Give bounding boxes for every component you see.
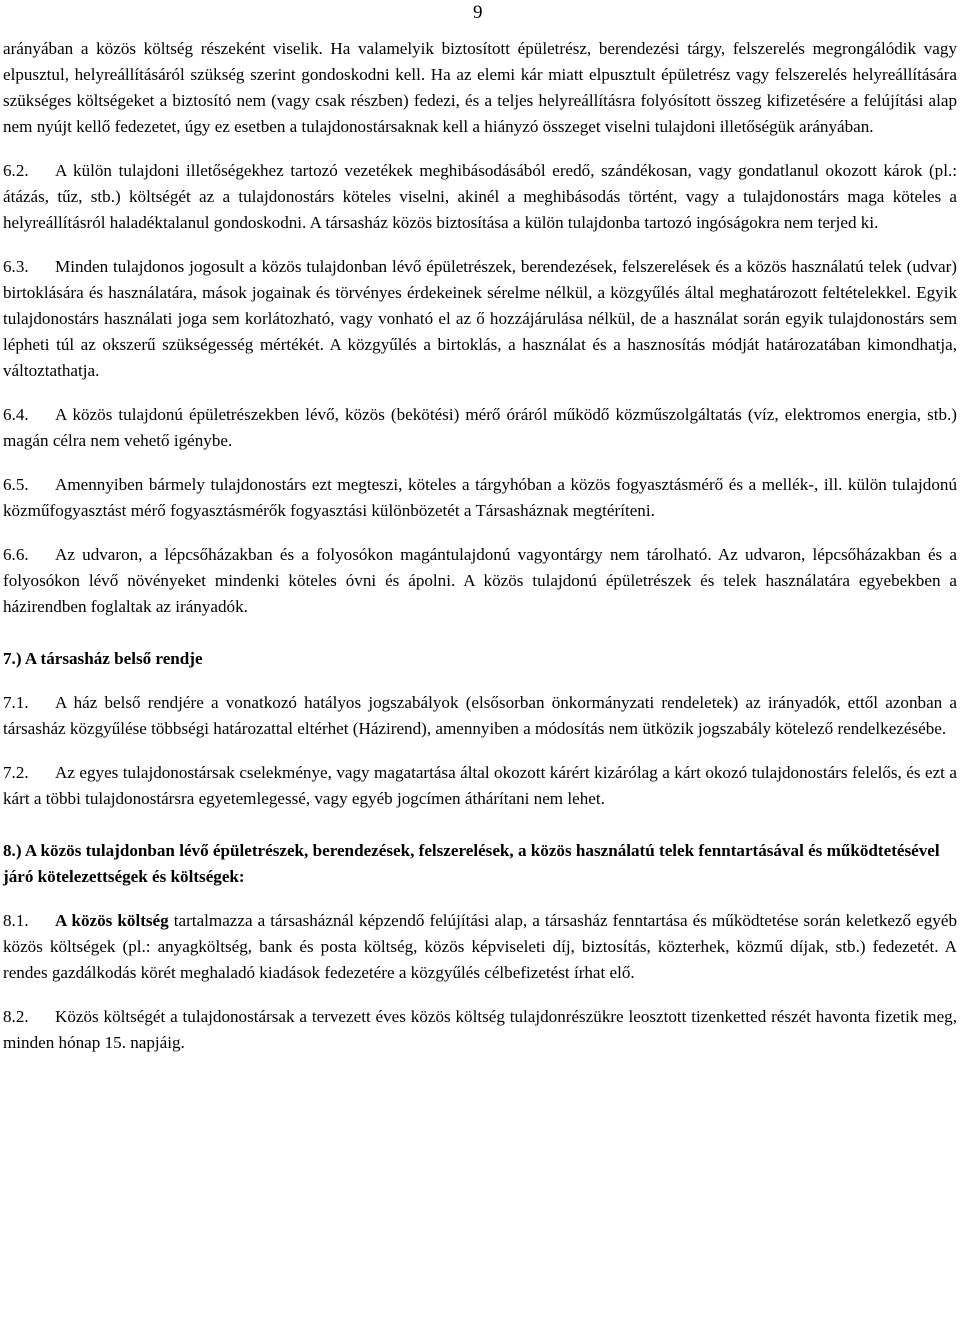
- paragraph-number: 6.5.: [3, 475, 29, 494]
- page-number: 9: [473, 2, 483, 23]
- paragraph-text: tartalmazza a társasháznál képzendő felújítási alap, a társasház fenntartása és működtetése során keletkező egyéb közös költségek (pl.: anyagköltség, bank és posta költség, közös képviseleti díj, biztosítás, közterhek, közmű díjak, stb.) fedezetét. A rendes gazdálkodás körét meghaladó kiadások fedezetére a közgyűlés célbefizetést írhat elő.: [3, 911, 957, 982]
- paragraph-number: 6.3.: [3, 257, 29, 276]
- paragraph-number: 6.2.: [3, 161, 29, 180]
- paragraph-6-4: [3, 402, 957, 454]
- paragraph-7-1: [3, 690, 957, 742]
- paragraph-text: Az udvaron, a lépcsőházakban és a folyosókon magántulajdonú vagyontárgy nem tárolható. Az udvaron, lépcsőházakban és a folyosókon lévő növényeket mindenki köteles óvni és ápolni. A közös tulajdonú épületrészek és telek használatára egyebekben a házirendben foglaltak az irányadók.: [3, 545, 957, 616]
- paragraph-6-3: [3, 254, 957, 384]
- paragraph-text: A ház belső rendjére a vonatkozó hatályos jogszabályok (elsősorban önkormányzati rendeletek) az irányadók, ettől azonban a társasház közgyűlése többségi határozattal eltérhet (Házirend), amennyiben a módosítás nem ütközik jogszabály kötelező rendelkezésébe.: [3, 693, 957, 738]
- paragraph-6-6: [3, 542, 957, 620]
- section-heading-7: 7.) A társasház belső rendje: [3, 649, 203, 668]
- paragraph-8-2: [3, 1004, 957, 1056]
- paragraph-number: 6.6.: [3, 545, 29, 564]
- paragraph-number: 8.2.: [3, 1007, 29, 1026]
- paragraph-bold-term: A közös költség: [55, 911, 169, 930]
- document-body: [3, 36, 957, 1056]
- paragraph-8-1: [3, 908, 957, 986]
- paragraph-7-2: [3, 760, 957, 812]
- paragraph-number: 7.1.: [3, 693, 29, 712]
- section-heading-8: 8.) A közös tulajdonban lévő épületrészek, berendezések, felszerelések, a közös használatú telek fenntartásával és működtetésével járó kötelezettségek és költségek:: [3, 841, 940, 886]
- paragraph-6-2: [3, 158, 957, 236]
- paragraph-text: Az egyes tulajdonostársak cselekménye, vagy magatartása által okozott kárért kizárólag a kárt okozó tulajdonostárs felelős, és ezt a kárt a többi tulajdonostársra egyetemlegessé, vagy egyéb jogcímen áthárítani nem lehet.: [3, 763, 957, 808]
- paragraph-text: Minden tulajdonos jogosult a közös tulajdonban lévő épületrészek, berendezések, felszerelések és a közös használatú telek (udvar) birtoklására és használatára, mások jogainak és törvényes érdekeinek sérelme nélkül, a közgyűlés által meghatározott feltételekkel. Egyik tulajdonostárs használati joga sem korlátozható, vagy vonható el az ő hozzájárulása nélkül, de a használat során egyik tulajdonostárs sem lépheti túl az okszerű szükségesség mértékét. A közgyűlés a birtoklás, a használat és a hasznosítás módját határozatában kimondhatja, változtathatja.: [3, 257, 957, 380]
- paragraph-6-5: [3, 472, 957, 524]
- paragraph-continuation: arányában a közös költség részeként viselik. Ha valamelyik biztosított épületrész, berendezési tárgy, felszerelés megrongálódik vagy elpusztul, helyreállításáról szükség szerint gondoskodni kell. Ha az elemi kár miatt elpusztult épületrész vagy felszerelés helyreállítására szükséges költségeket a biztosító nem (vagy csak részben) fedezi, és a teljes helyreállításra folyósított összeg kifizetésére a felújítási alap nem nyújt kellő fedezetet, úgy ez esetben a tulajdonostársaknak kell a hiányzó összeget viselni tulajdoni illetőségük arányában.: [3, 39, 957, 136]
- paragraph-number: 6.4.: [3, 405, 29, 424]
- paragraph-text: Amennyiben bármely tulajdonostárs ezt megteszi, köteles a tárgyhóban a közös fogyasztásmérő és a mellék-, ill. külön tulajdonú közműfogyasztást mérő fogyasztásmérők fogyasztási különbözetét a Társasháznak megtéríteni.: [3, 475, 957, 520]
- paragraph-text: A közös tulajdonú épületrészekben lévő, közös (bekötési) mérő óráról működő közműszolgáltatás (víz, elektromos energia, stb.) magán célra nem vehető igénybe.: [3, 405, 957, 450]
- paragraph-text: Közös költségét a tulajdonostársak a tervezett éves közös költség tulajdonrészükre leosztott tizenketted részét havonta fizetik meg, minden hónap 15. napjáig.: [3, 1007, 957, 1052]
- paragraph-number: 8.1.: [3, 911, 29, 930]
- paragraph-number: 7.2.: [3, 763, 29, 782]
- paragraph-text: A külön tulajdoni illetőségekhez tartozó vezetékek meghibásodásából eredő, szándékosan, vagy gondatlanul okozott károk (pl.: átázás, tűz, stb.) költségét az a tulajdonostárs köteles viselni, akinél a meghibásodás történt, vagy a tulajdonostárs maga köteles a helyreállításról haladéktalanul gondoskodni. A társasház közös biztosítása a külön tulajdonba tartozó ingóságokra nem terjed ki.: [3, 161, 957, 232]
